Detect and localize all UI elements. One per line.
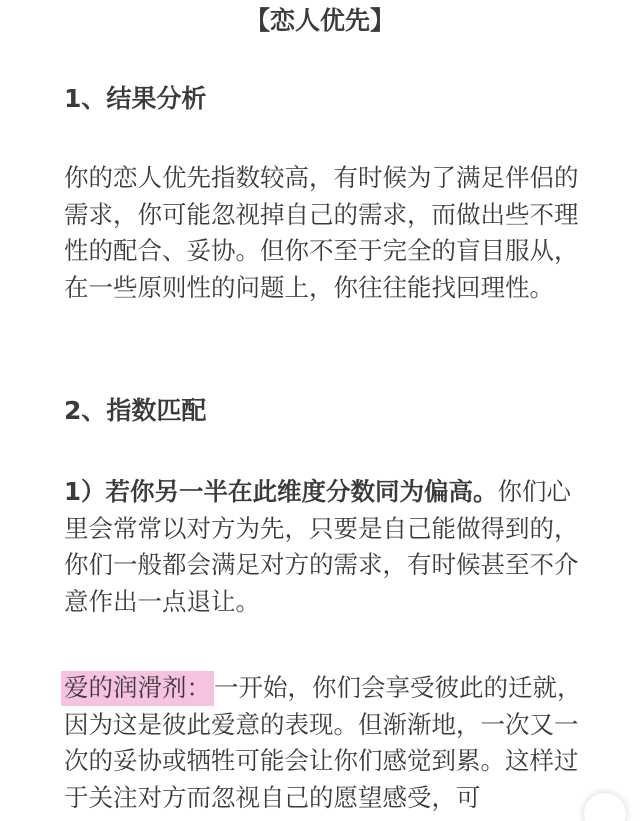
- index-matching-lead: 1）若你另一半在此维度分数同为偏高。: [64, 477, 498, 506]
- index-matching-body: 你们心里会常常以对方为先，只要是自己能做得到的，你们一般都会满足对方的需求，有时候甚至不介意作出一点退让。: [64, 477, 579, 616]
- love-lubricant-paragraph: [64, 670, 586, 816]
- index-matching-paragraph: [64, 474, 586, 620]
- section-heading-index-matching: 2、指数匹配: [64, 396, 207, 425]
- love-lubricant-body: 一开始，你们会享受彼此的迁就，因为这是彼此爱意的表现。但渐渐地，一次又一次的妥协或牺牲可能会让你们感觉到累。这样过于关注对方而忽视自己的愿望感受，可: [64, 673, 582, 812]
- floating-action-button[interactable]: [584, 793, 626, 821]
- love-lubricant-label: 爱的润滑剂：: [61, 671, 214, 706]
- result-analysis-paragraph: 你的恋人优先指数较高，有时候为了满足伴侣的需求，你可能忽视掉自己的需求，而做出些不理性的配合、妥协。但你不至于完全的盲目服从，在一些原则性的问题上，你往往能找回理性。: [64, 163, 579, 302]
- section-heading-result-analysis: 1、结果分析: [64, 84, 207, 113]
- article-title: 【恋人优先】: [244, 6, 395, 35]
